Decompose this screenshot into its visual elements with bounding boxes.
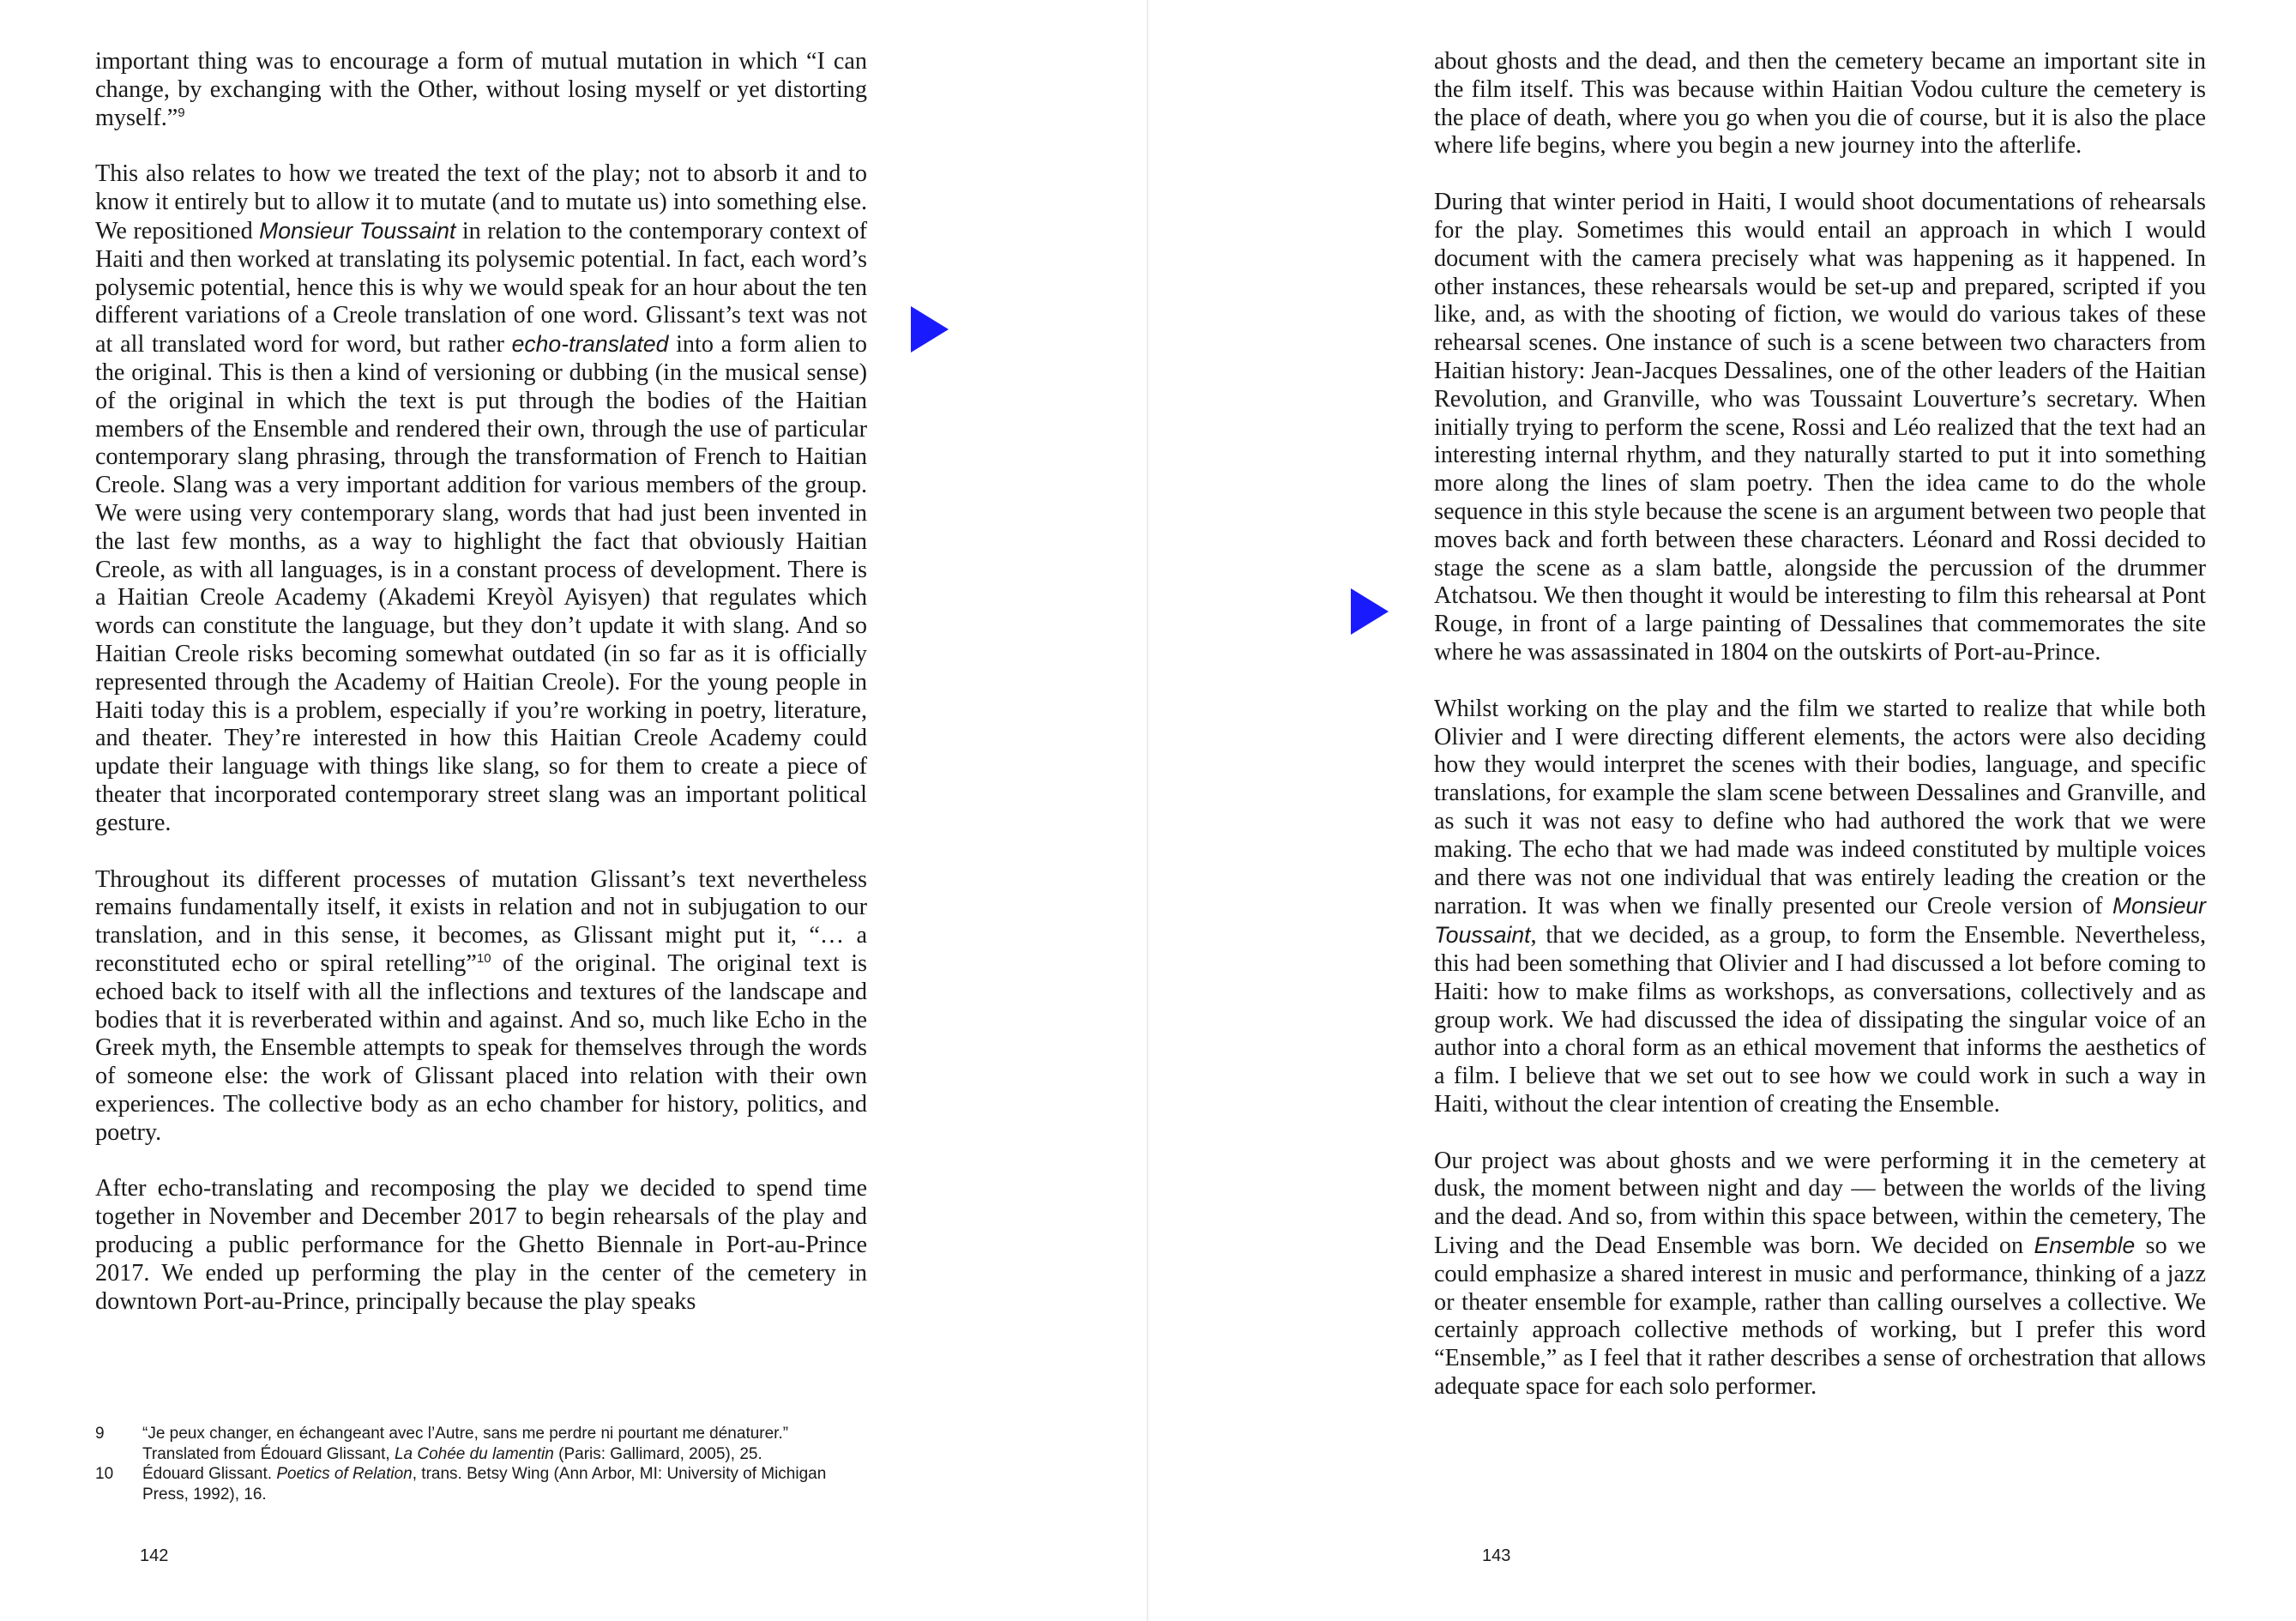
page-number: 143 bbox=[1482, 1546, 1511, 1565]
play-arrow-icon[interactable] bbox=[911, 306, 949, 353]
play-title: Monsieur Toussaint bbox=[259, 217, 456, 244]
paragraph: After echo-translating and recomposing the play we decided to spend time together in November and December 2017 to begin rehearsals of the play and producing a public performance for the Ghetto Biennale in Port-au-Prince 2017. We ended up performing the play in the center of the cemetery in downtown Port-au-Prince, principally because the play speaks bbox=[95, 1175, 867, 1315]
footnote: 9 “Je peux changer, en échangeant avec l’Autre, sans me perdre ni pourtant me dénaturer.” Translated from Édouard Glissant, La Cohée du lamentin (Paris: Gallimard, 2005), 25. bbox=[95, 1425, 789, 1463]
footnote-ref[interactable]: 9 bbox=[178, 105, 185, 120]
page-number: 142 bbox=[140, 1546, 169, 1565]
footnotes bbox=[95, 1424, 867, 1504]
play-arrow-icon-shape bbox=[1351, 588, 1389, 635]
cited-title: La Cohée du lamentin bbox=[394, 1444, 554, 1463]
paragraph: Our project was about ghosts and we were performing it in the cemetery at dusk, the moment between night and day — between the worlds of the living and the dead. And so, from within this space between, within the cemetery, The Living and the Dead Ensemble was born. We decided on Ensemble so we could emphasize a shared interest in music and performance, thinking of a jazz or theater ensemble for example, rather than calling ourselves a collective. We certainly approach collective methods of working, but I prefer this word “Ensemble,” as I feel that it rather describes a sense of orchestration that allows adequate space for each solo performer. bbox=[1434, 1147, 2206, 1401]
right-text-column bbox=[1434, 48, 2206, 1401]
footnote: 10 Édouard Glissant. Poetics of Relation, trans. Betsy Wing (Ann Arbor, MI: University of Michigan Press, 1992), 16. bbox=[95, 1465, 827, 1503]
footnote-number: 10 bbox=[95, 1465, 114, 1483]
play-arrow-icon[interactable] bbox=[1351, 588, 1389, 635]
left-text-column bbox=[95, 48, 867, 1316]
paragraph: During that winter period in Haiti, I would shoot documentations of rehearsals for the play. Sometimes this would entail an approach in which I would document with the camera precisely what was happening as it happened. In other instances, these rehearsals would be set-up and prepared, scripted if you like, and, as with the shooting of fiction, we would do various takes of these rehearsal scenes. One instance of such is a scene between two characters from Haitian history: Jean-Jacques Dessalines, one of the other leaders of the Haitian Revolution, and Granville, who was Toussaint Louverture’s secretary. When initially trying to perform the scene, Rossi and Léo realized that the text had an interesting internal rhythm, and they naturally started to put it into something more along the lines of slam poetry. Then the idea came to do the whole sequence in this style because the scene is an argument between two people that moves back and forth between these characters. Léonard and Rossi decided to stage the scene as a slam battle, alongside the percussion of the drummer Atchatsou. We then thought it would be interesting to film this rehearsal at Pont Rouge, in front of a large painting of Dessalines that commemorates the site where he was assassinated in 1804 on the outskirts of Port-au-Prince. bbox=[1434, 189, 2206, 666]
cited-title: Poetics of Relation bbox=[276, 1465, 413, 1483]
footnote-ref[interactable]: 10 bbox=[476, 950, 491, 966]
play-arrow-icon-shape bbox=[911, 306, 949, 353]
play-title: Monsieur Toussaint bbox=[1434, 893, 2206, 949]
emphasis-term: echo-translated bbox=[511, 331, 669, 358]
paragraph: Throughout its different processes of mutation Glissant’s text nevertheless remains fundamentally itself, it exists in relation and not in subjugation to our translation, and in this sense, it becomes, as Glissant might put it, “… a reconstituted echo or spiral retelling”$^{10}$ of the original. The original text is echoed back to itself with all the inflections and textures of the landscape and bodies that it is reverberated within and against. And so, much like Echo in the Greek myth, the Ensemble attempts to speak for themselves through the words of someone else: the work of Glissant placed into relation with their own experiences. The collective body as an echo chamber for history, politics, and poetry. bbox=[95, 865, 868, 1146]
footnote-number: 9 bbox=[95, 1425, 105, 1443]
paragraph: Whilst working on the play and the film we started to realize that while both Olivier and I were directing different elements, the actors were also deciding how they would interpret the scenes with their bodies, language, and specific translations, for example the slam scene between Dessalines and Granville, and as such it was not easy to define who had authored the work that we were making. The echo that we had made was indeed constituted by multiple voices and there was not one individual that was entirely leading the creation or the narration. It was when we finally presented our Creole version of Monsieur Toussaint, that we decided, as a group, to form the Ensemble. Nevertheless, this had been something that Olivier and I had discussed a lot before coming to Haiti: how to make films as workshops, as conversations, collectively and as group work. We had discussed the idea of dissipating the singular voice of an author into a choral form as an ethical movement that informs the aesthetics of a film. I believe that we set out to see how we could work in such a way in Haiti, without the clear intention of creating the Ensemble. bbox=[1434, 695, 2206, 1118]
emphasis-term: Ensemble bbox=[2034, 1232, 2136, 1259]
paragraph: important thing was to encourage a form of mutual mutation in which “I can change, by exchanging with the Other, without losing myself or yet distorting myself.”$^9$ bbox=[95, 48, 867, 131]
paragraph: This also relates to how we treated the text of the play; not to absorb it and to know it entirely but to allow it to mutate (and to mutate us) into something else. We repositioned Monsieur Toussaint in relation to the contemporary context of Haiti and then worked at translating its polysemic potential. In fact, each word’s polysemic potential, hence this is why we would speak for an hour about the ten different variations of a Creole translation of one word. Glissant’s text was not at all translated word for word, but rather echo-translated into a form alien to the original. This is then a kind of versioning or dubbing (in the musical sense) of the original in which the text is put through the bodies of the Haitian members of the Ensemble and rendered their own, through the use of particular contemporary slang phrasing, through the transformation of French to Haitian Creole. Slang was a very important addition for various members of the group. We were using very contemporary slang, words that had just been invented in the last few months, as a way to highlight the fact that obviously Haitian Creole, as with all languages, is in a constant process of development. There is a Haitian Creole Academy (Akademi Kreyòl Ayisyen) that regulates which words can constitute the language, but they don’t update it with slang. And so Haitian Creole risks becoming somewhat outdated (in so far as it is officially represented through the Academy of Haitian Creole). For the young people in Haiti today this is a problem, especially if you’re working in poetry, literature, and theater. They’re interested in how this Haitian Creole Academy could update their language with things like slang, so for them to create a piece of theater that incorporated contemporary street slang was an important political gesture. bbox=[95, 160, 867, 836]
paragraph: about ghosts and the dead, and then the cemetery became an important site in the film itself. This was because within Haitian Vodou culture the cemetery is the place of death, where you go when you die of course, but it is also the place where life begins, where you begin a new journey into the afterlife. bbox=[1434, 48, 2206, 160]
